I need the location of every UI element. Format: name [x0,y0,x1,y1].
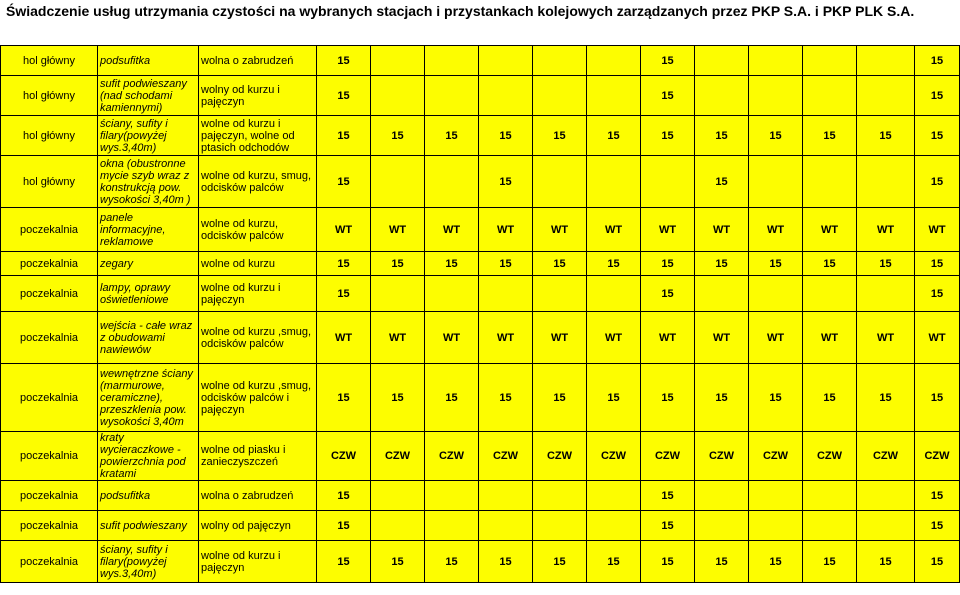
scope-cell: wolny od kurzu i pajęczyn [199,76,317,116]
frequency-cell: 15 [479,252,533,276]
element-cell: wewnętrzne ściany (marmurowe, ceramiczne), przeszklenia pow. wysokości 3,40m [98,364,199,432]
frequency-cell: WT [641,208,695,252]
frequency-cell: WT [641,312,695,364]
frequency-cell: 15 [317,156,371,208]
frequency-cell: WT [803,312,857,364]
frequency-cell [749,481,803,511]
frequency-cell: WT [371,312,425,364]
scope-cell: wolna o zabrudzeń [199,481,317,511]
scope-cell: wolne od kurzu, smug, odcisków palców [199,156,317,208]
frequency-cell: 15 [317,481,371,511]
scope-cell: wolny od pajęczyn [199,511,317,541]
frequency-cell: 15 [533,364,587,432]
frequency-cell [533,276,587,312]
location-cell: poczekalnia [1,511,98,541]
location-cell: poczekalnia [1,208,98,252]
table-row [1,252,960,276]
frequency-cell: 15 [695,252,749,276]
frequency-cell [587,46,641,76]
frequency-cell: 15 [317,252,371,276]
frequency-cell [803,276,857,312]
element-cell: ściany, sufity i filary(powyżej wys.3,40m) [98,116,199,156]
element-cell: kraty wycieraczkowe - powierzchnia pod kratami [98,432,199,481]
frequency-cell: WT [695,208,749,252]
frequency-cell [857,511,915,541]
frequency-cell: 15 [641,76,695,116]
frequency-cell [695,481,749,511]
frequency-cell [857,76,915,116]
frequency-cell: WT [587,312,641,364]
frequency-cell: 15 [479,156,533,208]
frequency-cell: 15 [641,116,695,156]
frequency-cell: CZW [641,432,695,481]
element-cell: wejścia - całe wraz z obudowami nawiewów [98,312,199,364]
frequency-cell: CZW [803,432,857,481]
frequency-cell [641,156,695,208]
page-title: Świadczenie usług utrzymania czystości na wybranych stacjach i przystankach kolejowych zarządzanych przez PKP S.A. i PKP PLK S.A. [6,3,915,19]
element-cell: podsufitka [98,46,199,76]
frequency-cell [371,481,425,511]
frequency-cell: WT [425,208,479,252]
location-cell: hol główny [1,116,98,156]
frequency-cell [749,511,803,541]
frequency-cell: WT [371,208,425,252]
scope-cell: wolna o zabrudzeń [199,46,317,76]
frequency-cell: WT [533,312,587,364]
frequency-cell: 15 [533,252,587,276]
frequency-cell [371,511,425,541]
frequency-cell [425,511,479,541]
frequency-cell: 15 [695,364,749,432]
frequency-cell: 15 [915,46,960,76]
frequency-cell: 15 [587,252,641,276]
element-cell: panele informacyjne, reklamowe [98,208,199,252]
frequency-cell [533,156,587,208]
frequency-cell: WT [317,208,371,252]
table-body [1,46,960,583]
frequency-cell: 15 [371,252,425,276]
table-row [1,46,960,76]
table-row [1,276,960,312]
frequency-cell: 15 [695,541,749,583]
frequency-cell [749,156,803,208]
frequency-cell [749,276,803,312]
frequency-cell: 15 [425,252,479,276]
frequency-cell: 15 [425,364,479,432]
frequency-cell: 15 [857,252,915,276]
frequency-cell: 15 [371,116,425,156]
frequency-cell: 15 [803,364,857,432]
element-cell: lampy, oprawy oświetleniowe [98,276,199,312]
scope-cell: wolne od piasku i zanieczyszczeń [199,432,317,481]
location-cell: poczekalnia [1,276,98,312]
frequency-cell [695,76,749,116]
frequency-cell: WT [915,312,960,364]
frequency-cell: 15 [587,541,641,583]
frequency-cell: 15 [803,541,857,583]
frequency-cell: 15 [533,541,587,583]
frequency-cell: CZW [749,432,803,481]
frequency-cell [803,76,857,116]
frequency-cell: 15 [857,116,915,156]
frequency-cell: CZW [857,432,915,481]
frequency-cell [803,511,857,541]
frequency-cell: CZW [371,432,425,481]
frequency-cell: 15 [317,364,371,432]
scope-cell: wolne od kurzu ,smug, odcisków palców i pajęczyn [199,364,317,432]
frequency-cell: 15 [915,116,960,156]
frequency-cell: 15 [915,276,960,312]
frequency-cell: CZW [425,432,479,481]
frequency-cell [533,76,587,116]
frequency-cell [587,156,641,208]
frequency-cell: CZW [695,432,749,481]
frequency-cell [857,156,915,208]
frequency-cell: 15 [915,156,960,208]
frequency-cell [371,156,425,208]
frequency-cell: CZW [915,432,960,481]
table-row [1,208,960,252]
frequency-cell: 15 [641,46,695,76]
table-row [1,364,960,432]
frequency-cell: 15 [317,511,371,541]
table-row [1,481,960,511]
element-cell: sufit podwieszany (nad schodami kamiennymi) [98,76,199,116]
scope-cell: wolne od kurzu [199,252,317,276]
frequency-cell [533,511,587,541]
location-cell: hol główny [1,76,98,116]
frequency-cell [371,46,425,76]
frequency-cell [371,76,425,116]
location-cell: poczekalnia [1,432,98,481]
frequency-cell: WT [857,312,915,364]
frequency-cell: WT [425,312,479,364]
frequency-cell [425,276,479,312]
element-cell: podsufitka [98,481,199,511]
frequency-cell: WT [317,312,371,364]
location-cell: poczekalnia [1,364,98,432]
frequency-cell: 15 [915,541,960,583]
frequency-cell: 15 [425,541,479,583]
frequency-cell: 15 [641,511,695,541]
frequency-cell: 15 [425,116,479,156]
scope-cell: wolne od kurzu, odcisków palców [199,208,317,252]
frequency-cell: WT [915,208,960,252]
frequency-cell [479,481,533,511]
frequency-cell: 15 [641,481,695,511]
frequency-cell [371,276,425,312]
scope-cell: wolne od kurzu i pajęczyn [199,541,317,583]
location-cell: hol główny [1,46,98,76]
table-row [1,76,960,116]
frequency-cell [533,46,587,76]
frequency-cell: 15 [695,116,749,156]
frequency-cell [479,511,533,541]
frequency-cell: 15 [857,364,915,432]
frequency-cell: WT [749,208,803,252]
frequency-cell: 15 [749,364,803,432]
table-row [1,156,960,208]
frequency-cell [803,481,857,511]
element-cell: sufit podwieszany [98,511,199,541]
frequency-cell: WT [587,208,641,252]
element-cell: okna (obustronne mycie szyb wraz z konstrukcją pow. wysokości 3,40m ) [98,156,199,208]
frequency-cell: 15 [915,481,960,511]
cleaning-schedule-table [0,45,960,583]
location-cell: poczekalnia [1,312,98,364]
frequency-cell: 15 [641,252,695,276]
frequency-cell: 15 [915,252,960,276]
table-row [1,312,960,364]
frequency-cell: 15 [479,541,533,583]
frequency-cell [533,481,587,511]
frequency-cell: 15 [749,116,803,156]
frequency-cell [479,76,533,116]
frequency-cell [425,481,479,511]
frequency-cell [587,276,641,312]
frequency-cell: 15 [317,541,371,583]
element-cell: zegary [98,252,199,276]
frequency-cell: CZW [479,432,533,481]
frequency-cell [857,481,915,511]
frequency-cell: 15 [749,541,803,583]
frequency-cell: WT [695,312,749,364]
frequency-cell: CZW [317,432,371,481]
frequency-cell [695,511,749,541]
frequency-cell: 15 [915,364,960,432]
frequency-cell: WT [479,208,533,252]
frequency-cell [587,511,641,541]
frequency-cell: WT [479,312,533,364]
frequency-cell: 15 [803,116,857,156]
frequency-cell [587,76,641,116]
frequency-cell [425,76,479,116]
frequency-cell [803,46,857,76]
frequency-cell [479,276,533,312]
frequency-cell: CZW [533,432,587,481]
location-cell: hol główny [1,156,98,208]
frequency-cell [425,156,479,208]
frequency-cell: 15 [317,46,371,76]
frequency-cell: 15 [317,276,371,312]
frequency-cell: 15 [749,252,803,276]
location-cell: poczekalnia [1,252,98,276]
frequency-cell: 15 [533,116,587,156]
frequency-cell: 15 [641,364,695,432]
frequency-cell: 15 [857,541,915,583]
frequency-cell [749,76,803,116]
frequency-cell: 15 [803,252,857,276]
frequency-cell: 15 [641,541,695,583]
scope-cell: wolne od kurzu ,smug, odcisków palców [199,312,317,364]
frequency-cell [425,46,479,76]
table-row [1,541,960,583]
table-row [1,116,960,156]
location-cell: poczekalnia [1,541,98,583]
frequency-cell: 15 [915,76,960,116]
frequency-cell: CZW [587,432,641,481]
frequency-cell: 15 [371,364,425,432]
frequency-cell: WT [749,312,803,364]
table-row [1,432,960,481]
scope-cell: wolne od kurzu i pajęczyn [199,276,317,312]
frequency-cell [857,276,915,312]
frequency-cell [857,46,915,76]
frequency-cell [749,46,803,76]
frequency-cell: 15 [587,364,641,432]
frequency-cell [695,46,749,76]
frequency-cell: 15 [479,364,533,432]
frequency-cell: 15 [479,116,533,156]
frequency-cell: WT [803,208,857,252]
frequency-cell: 15 [915,511,960,541]
frequency-cell: 15 [641,276,695,312]
frequency-cell [479,46,533,76]
frequency-cell: 15 [587,116,641,156]
table-row [1,511,960,541]
frequency-cell: 15 [317,76,371,116]
location-cell: poczekalnia [1,481,98,511]
scope-cell: wolne od kurzu i pajęczyn, wolne od ptasich odchodów [199,116,317,156]
frequency-cell: 15 [317,116,371,156]
element-cell: ściany, sufity i filary(powyżej wys.3,40m) [98,541,199,583]
frequency-cell: 15 [371,541,425,583]
frequency-cell [587,481,641,511]
frequency-cell: WT [857,208,915,252]
frequency-cell: 15 [695,156,749,208]
frequency-cell [803,156,857,208]
frequency-cell: WT [533,208,587,252]
frequency-cell [695,276,749,312]
